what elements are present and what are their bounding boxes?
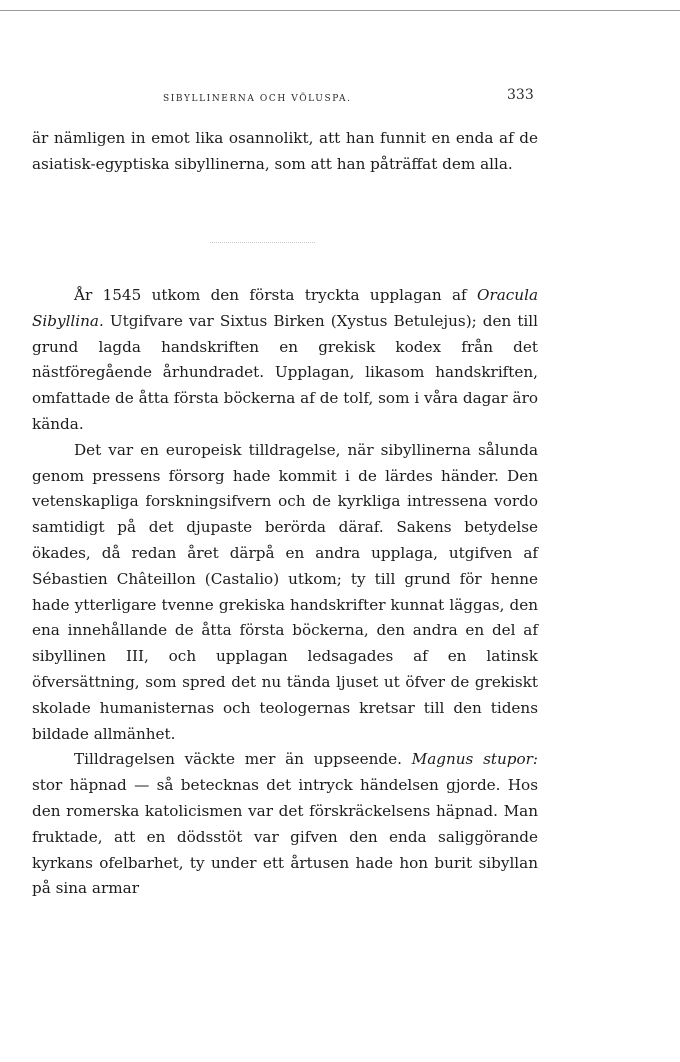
book-title-oracula: Oracula Sibyllina. — [32, 286, 538, 330]
paragraph-first-edition-lead: År 1545 utkom den första tryckta upplagan af — [74, 286, 478, 304]
page-top-edge — [0, 10, 680, 11]
paragraph-first-edition-rest: Utgifvare var Sixtus Birken (Xystus Betulejus); den till grund lagda handskriften en grekisk kodex från det nästföregående århundradet. Upplagan, likasom handskriften, omfattade de åtta första böckerna af de tolf, som i våra dagar äro kända. — [32, 311, 538, 433]
paragraph-astonishment — [32, 747, 538, 902]
text-block-main — [32, 283, 538, 902]
text-block-continuation — [32, 126, 538, 178]
paragraph-astonishment-lead: Tilldragelsen väckte mer än uppseende. — [74, 750, 412, 769]
latin-phrase-magnus-stupor: Magnus stupor: — [411, 750, 538, 769]
page-number: 333 — [507, 87, 534, 103]
paragraph-astonishment-rest: stor häpnad — så betecknas det intryck händelsen gjorde. Hos den romerska katolicismen var det förskräckelsens häpnad. Man fruktade, att en dödsstöt var gifven den enda saliggörande kyrkans ofelbarhet, ty under ett årtusen hade hon burit sibyllan på sina armar — [32, 776, 538, 898]
paragraph-first-edition — [32, 283, 538, 438]
paragraph-continuation: är nämligen in emot lika osannolikt, att han funnit en enda af de asiatisk-egyptiska sibyllinerna, som att han påträffat dem alla. — [32, 129, 538, 173]
running-head: SIBYLLINERNA OCH VÖLUSPA. — [163, 94, 352, 104]
section-break — [210, 242, 315, 244]
paragraph-european-event: Det var en europeisk tilldragelse, när sibyllinerna sålunda genom pressens försorg hade kommit i de lärdes händer. Den vetenskapliga forskningsifvern och de kyrkliga intressena vordo samtidigt på det djupaste berörda däraf. Sakens betydelse ökades, då redan året därpå en andra upplaga, utgifven af Sébastien Châteillon (Castalio) utkom; ty till grund för henne hade ytterligare tvenne grekiska handskrifter kunnat läggas, den ena innehållande de åtta första böckerna, den andra en del af sibyllinen III, och upplagan ledsagades af en latinsk öfversättning, som spred det nu tända ljuset ut öfver de grekiskt skolade humanisternas och teologernas kretsar till den tidens bildade allmänhet. — [32, 440, 538, 743]
